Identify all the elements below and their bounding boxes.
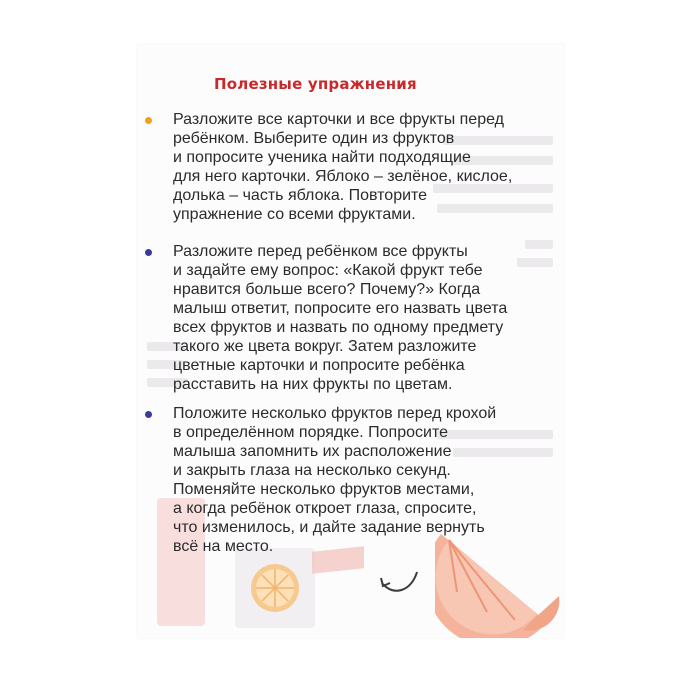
curved-arrow-icon	[377, 566, 421, 600]
list-item	[145, 110, 550, 224]
instruction-card	[137, 44, 564, 638]
exercise-text: Положите несколько фруктов перед крохой в определённом порядке. Попросите малыша запомнить их расположение и закрыть глаза на несколько секунд. Поменяйте несколько фруктов местами, а когда ребёнок откроет глаза, спросите, что изменилось, и дайте задание вернуть всё на место.	[173, 405, 497, 555]
list-item	[145, 404, 550, 556]
bullet-orange-icon	[145, 117, 152, 124]
fruit-card-illustration	[235, 548, 315, 628]
list-item	[145, 242, 550, 394]
orange-slice-icon	[235, 548, 315, 628]
page-title: Полезные упражнения	[214, 75, 417, 93]
bullet-blue-icon	[145, 411, 152, 418]
exercise-text: Разложите все карточки и все фрукты перед ребёнком. Выберите один из фруктов и попросите ученика найти подходящие для него карточки. Яблоко – зелёное, кислое, долька – часть яблока. Повторите упражнение со всеми фруктами.	[173, 111, 513, 223]
exercise-text: Разложите перед ребёнком все фрукты и задайте ему вопрос: «Какой фрукт тебе нравится больше всего? Почему?» Когда малыш ответит, попросите его назвать цвета всех фруктов и назвать по одному предмету такого же цвета вокруг. Затем разложите цветные карточки и попросите ребёнка расставить на них фрукты по цветам.	[173, 243, 508, 393]
bullet-blue-icon	[145, 249, 152, 256]
